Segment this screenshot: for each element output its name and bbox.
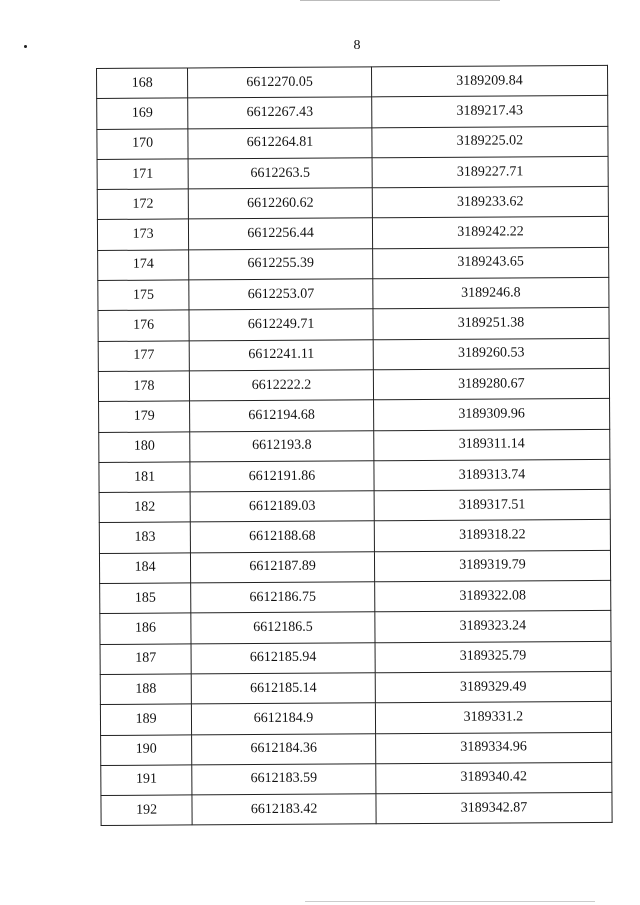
x-coordinate-cell: 6612270.05: [188, 67, 372, 98]
table-row: [99, 429, 610, 462]
point-number-cell: 180: [99, 431, 190, 462]
point-number-cell: 170: [97, 129, 188, 160]
x-coordinate-cell: 6612191.86: [190, 461, 374, 492]
table-row: [101, 732, 612, 765]
y-coordinate-cell: 3189227.71: [372, 156, 608, 188]
table-row: [101, 762, 612, 795]
x-coordinate-cell: 6612253.07: [189, 279, 373, 310]
y-coordinate-cell: 3189225.02: [372, 126, 608, 158]
table-row: [97, 217, 608, 250]
coordinates-table: [96, 65, 613, 827]
point-number-cell: 186: [100, 613, 191, 644]
point-number-cell: 183: [99, 522, 190, 553]
y-coordinate-cell: 3189325.79: [375, 641, 611, 673]
x-coordinate-cell: 6612183.59: [192, 764, 376, 795]
y-coordinate-cell: 3189322.08: [375, 580, 611, 612]
y-coordinate-cell: 3189340.42: [376, 762, 612, 794]
x-coordinate-cell: 6612186.75: [191, 582, 375, 613]
x-coordinate-cell: 6612256.44: [189, 218, 373, 249]
y-coordinate-cell: 3189243.65: [372, 247, 608, 279]
point-number-cell: 191: [101, 765, 192, 796]
point-number-cell: 178: [98, 371, 189, 402]
table-row: [99, 490, 610, 523]
y-coordinate-cell: 3189313.74: [374, 459, 610, 491]
y-coordinate-cell: 3189209.84: [371, 65, 607, 97]
y-coordinate-cell: 3189251.38: [373, 308, 609, 340]
y-coordinate-cell: 3189217.43: [372, 96, 608, 128]
point-number-cell: 192: [101, 795, 192, 826]
point-number-cell: 171: [97, 159, 188, 190]
table-row: [100, 671, 611, 704]
scan-edge-top: [300, 0, 500, 1]
y-coordinate-cell: 3189331.2: [375, 702, 611, 734]
table-row: [101, 792, 612, 825]
point-number-cell: 181: [99, 462, 190, 493]
point-number-cell: 169: [97, 98, 188, 129]
x-coordinate-cell: 6612188.68: [190, 521, 374, 552]
x-coordinate-cell: 6612184.9: [192, 703, 376, 734]
point-number-cell: 177: [98, 341, 189, 372]
y-coordinate-cell: 3189317.51: [374, 490, 610, 522]
table-row: [97, 187, 608, 220]
table-row: [100, 580, 611, 613]
page-number: 8: [353, 38, 361, 53]
point-number-cell: 182: [99, 492, 190, 523]
point-number-cell: 172: [97, 189, 188, 220]
x-coordinate-cell: 6612187.89: [191, 552, 375, 583]
point-number-cell: 168: [97, 68, 188, 99]
point-number-cell: 185: [100, 583, 191, 614]
point-number-cell: 173: [97, 219, 188, 250]
table-row: [97, 96, 608, 129]
y-coordinate-cell: 3189323.24: [375, 611, 611, 643]
point-number-cell: 174: [98, 250, 189, 281]
x-coordinate-cell: 6612263.5: [188, 158, 372, 189]
x-coordinate-cell: 6612189.03: [190, 491, 374, 522]
table-row: [100, 611, 611, 644]
point-number-cell: 179: [99, 401, 190, 432]
point-number-cell: 188: [100, 674, 191, 705]
y-coordinate-cell: 3189280.67: [373, 368, 609, 400]
x-coordinate-cell: 6612183.42: [192, 794, 376, 825]
y-coordinate-cell: 3189319.79: [374, 550, 610, 582]
point-number-cell: 176: [98, 310, 189, 341]
x-coordinate-cell: 6612194.68: [190, 400, 374, 431]
table-row: [98, 338, 609, 371]
table-row: [99, 550, 610, 583]
table-row: [97, 65, 608, 98]
x-coordinate-cell: 6612241.11: [189, 339, 373, 370]
point-number-cell: 175: [98, 280, 189, 311]
x-coordinate-cell: 6612260.62: [188, 188, 372, 219]
x-coordinate-cell: 6612185.14: [191, 673, 375, 704]
table-row: [98, 308, 609, 341]
table-row: [100, 702, 611, 735]
x-coordinate-cell: 6612186.5: [191, 612, 375, 643]
point-number-cell: 189: [100, 704, 191, 735]
point-number-cell: 187: [100, 644, 191, 675]
x-coordinate-cell: 6612184.36: [192, 733, 376, 764]
x-coordinate-cell: 6612185.94: [191, 642, 375, 673]
table-row: [99, 520, 610, 553]
x-coordinate-cell: 6612249.71: [189, 309, 373, 340]
table-row: [98, 277, 609, 310]
y-coordinate-cell: 3189260.53: [373, 338, 609, 370]
scan-edge-bottom: [305, 901, 595, 902]
y-coordinate-cell: 3189334.96: [375, 732, 611, 764]
coordinates-table-body: [97, 65, 613, 826]
point-number-cell: 190: [101, 734, 192, 765]
table-row: [99, 459, 610, 492]
y-coordinate-cell: 3189311.14: [374, 429, 610, 461]
table-row: [98, 368, 609, 401]
y-coordinate-cell: 3189233.62: [372, 187, 608, 219]
x-coordinate-cell: 6612267.43: [188, 97, 372, 128]
table-row: [99, 399, 610, 432]
point-number-cell: 184: [99, 553, 190, 584]
x-coordinate-cell: 6612222.2: [190, 370, 374, 401]
x-coordinate-cell: 6612255.39: [189, 249, 373, 280]
y-coordinate-cell: 3189342.87: [376, 792, 612, 824]
y-coordinate-cell: 3189309.96: [373, 399, 609, 431]
y-coordinate-cell: 3189318.22: [374, 520, 610, 552]
table-row: [98, 247, 609, 280]
y-coordinate-cell: 3189329.49: [375, 671, 611, 703]
table-row: [100, 641, 611, 674]
table-row: [97, 126, 608, 159]
x-coordinate-cell: 6612193.8: [190, 430, 374, 461]
table-row: [97, 156, 608, 189]
x-coordinate-cell: 6612264.81: [188, 127, 372, 158]
y-coordinate-cell: 3189242.22: [372, 217, 608, 249]
y-coordinate-cell: 3189246.8: [373, 277, 609, 309]
